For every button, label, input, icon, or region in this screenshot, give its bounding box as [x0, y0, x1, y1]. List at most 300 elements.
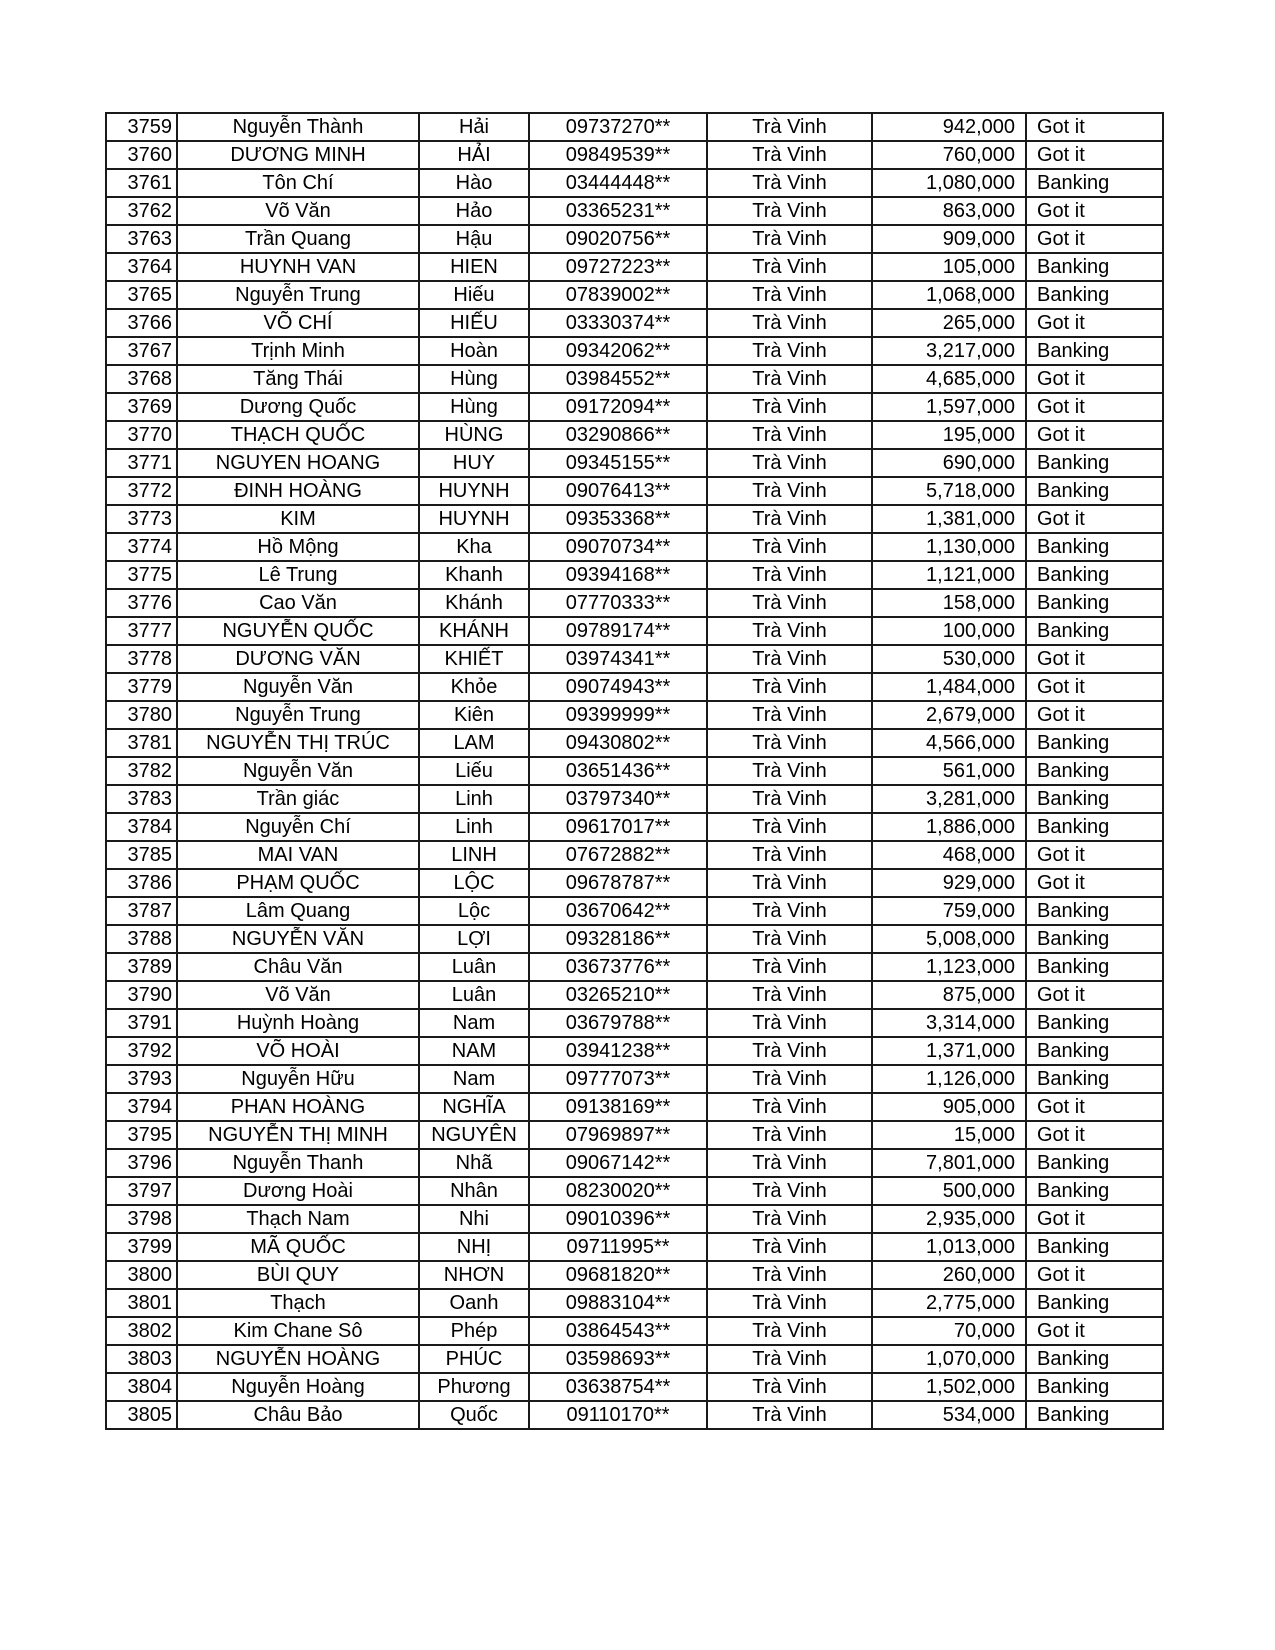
province-cell: Trà Vinh: [707, 253, 872, 281]
amount-cell: 863,000: [872, 197, 1026, 225]
phone-cell: 03651436**: [529, 757, 707, 785]
last-middle-name-cell: KIM: [177, 505, 419, 533]
province-cell: Trà Vinh: [707, 785, 872, 813]
payment-method-cell: Banking: [1026, 561, 1163, 589]
last-middle-name-cell: Nguyễn Trung: [177, 281, 419, 309]
amount-cell: 759,000: [872, 897, 1026, 925]
table-row: [106, 813, 1163, 841]
phone-cell: 09727223**: [529, 253, 707, 281]
first-name-cell: Nhã: [419, 1149, 529, 1177]
payment-method-cell: Banking: [1026, 169, 1163, 197]
province-cell: Trà Vinh: [707, 533, 872, 561]
phone-cell: 09777073**: [529, 1065, 707, 1093]
row-number-cell: 3779: [106, 673, 177, 701]
province-cell: Trà Vinh: [707, 1233, 872, 1261]
table-row: [106, 1093, 1163, 1121]
first-name-cell: Luân: [419, 981, 529, 1009]
province-cell: Trà Vinh: [707, 561, 872, 589]
table-row: [106, 785, 1163, 813]
amount-cell: 530,000: [872, 645, 1026, 673]
phone-cell: 03365231**: [529, 197, 707, 225]
phone-cell: 09138169**: [529, 1093, 707, 1121]
table-row: [106, 1373, 1163, 1401]
first-name-cell: Khánh: [419, 589, 529, 617]
last-middle-name-cell: Lâm Quang: [177, 897, 419, 925]
last-middle-name-cell: NGUYỄN THỊ TRÚC: [177, 729, 419, 757]
amount-cell: 70,000: [872, 1317, 1026, 1345]
province-cell: Trà Vinh: [707, 1373, 872, 1401]
payment-method-cell: Banking: [1026, 953, 1163, 981]
first-name-cell: Hoàn: [419, 337, 529, 365]
amount-cell: 260,000: [872, 1261, 1026, 1289]
table-row: [106, 113, 1163, 141]
row-number-cell: 3778: [106, 645, 177, 673]
phone-cell: 09353368**: [529, 505, 707, 533]
table-body: [106, 113, 1163, 1429]
last-middle-name-cell: Tôn Chí: [177, 169, 419, 197]
province-cell: Trà Vinh: [707, 337, 872, 365]
province-cell: Trà Vinh: [707, 1177, 872, 1205]
phone-cell: 09074943**: [529, 673, 707, 701]
table-row: [106, 561, 1163, 589]
amount-cell: 195,000: [872, 421, 1026, 449]
amount-cell: 100,000: [872, 617, 1026, 645]
province-cell: Trà Vinh: [707, 617, 872, 645]
province-cell: Trà Vinh: [707, 981, 872, 1009]
row-number-cell: 3801: [106, 1289, 177, 1317]
province-cell: Trà Vinh: [707, 281, 872, 309]
payment-method-cell: Banking: [1026, 1345, 1163, 1373]
payment-method-cell: Got it: [1026, 673, 1163, 701]
payment-method-cell: Banking: [1026, 533, 1163, 561]
amount-cell: 1,484,000: [872, 673, 1026, 701]
table-row: [106, 1289, 1163, 1317]
amount-cell: 1,123,000: [872, 953, 1026, 981]
province-cell: Trà Vinh: [707, 701, 872, 729]
last-middle-name-cell: ĐINH HOÀNG: [177, 477, 419, 505]
last-middle-name-cell: Thạch: [177, 1289, 419, 1317]
amount-cell: 15,000: [872, 1121, 1026, 1149]
phone-cell: 03265210**: [529, 981, 707, 1009]
payment-method-cell: Banking: [1026, 785, 1163, 813]
payment-method-cell: Got it: [1026, 505, 1163, 533]
first-name-cell: PHÚC: [419, 1345, 529, 1373]
amount-cell: 690,000: [872, 449, 1026, 477]
phone-cell: 09328186**: [529, 925, 707, 953]
province-cell: Trà Vinh: [707, 757, 872, 785]
province-cell: Trà Vinh: [707, 1009, 872, 1037]
row-number-cell: 3800: [106, 1261, 177, 1289]
first-name-cell: Nam: [419, 1009, 529, 1037]
first-name-cell: HIEN: [419, 253, 529, 281]
row-number-cell: 3775: [106, 561, 177, 589]
amount-cell: 760,000: [872, 141, 1026, 169]
table-row: [106, 1121, 1163, 1149]
province-cell: Trà Vinh: [707, 309, 872, 337]
first-name-cell: KHIẾT: [419, 645, 529, 673]
first-name-cell: HUYNH: [419, 477, 529, 505]
table-row: [106, 925, 1163, 953]
province-cell: Trà Vinh: [707, 729, 872, 757]
row-number-cell: 3803: [106, 1345, 177, 1373]
table-row: [106, 1177, 1163, 1205]
last-middle-name-cell: Tăng Thái: [177, 365, 419, 393]
province-cell: Trà Vinh: [707, 393, 872, 421]
row-number-cell: 3797: [106, 1177, 177, 1205]
table-row: [106, 1065, 1163, 1093]
table-row: [106, 729, 1163, 757]
phone-cell: 03673776**: [529, 953, 707, 981]
first-name-cell: HẢI: [419, 141, 529, 169]
table-row: [106, 253, 1163, 281]
row-number-cell: 3802: [106, 1317, 177, 1345]
payment-method-cell: Banking: [1026, 757, 1163, 785]
first-name-cell: Kha: [419, 533, 529, 561]
row-number-cell: 3768: [106, 365, 177, 393]
first-name-cell: HIẾU: [419, 309, 529, 337]
first-name-cell: Liếu: [419, 757, 529, 785]
province-cell: Trà Vinh: [707, 673, 872, 701]
first-name-cell: NGUYÊN: [419, 1121, 529, 1149]
amount-cell: 534,000: [872, 1401, 1026, 1429]
phone-cell: 07839002**: [529, 281, 707, 309]
amount-cell: 1,381,000: [872, 505, 1026, 533]
amount-cell: 1,597,000: [872, 393, 1026, 421]
row-number-cell: 3798: [106, 1205, 177, 1233]
payment-method-cell: Got it: [1026, 1093, 1163, 1121]
first-name-cell: Linh: [419, 813, 529, 841]
table-row: [106, 337, 1163, 365]
table-row: [106, 1009, 1163, 1037]
payment-method-cell: Banking: [1026, 589, 1163, 617]
table-row: [106, 757, 1163, 785]
table-row: [106, 1037, 1163, 1065]
amount-cell: 875,000: [872, 981, 1026, 1009]
table-row: [106, 645, 1163, 673]
row-number-cell: 3796: [106, 1149, 177, 1177]
phone-cell: 09737270**: [529, 113, 707, 141]
phone-cell: 09110170**: [529, 1401, 707, 1429]
province-cell: Trà Vinh: [707, 113, 872, 141]
row-number-cell: 3766: [106, 309, 177, 337]
phone-cell: 03598693**: [529, 1345, 707, 1373]
first-name-cell: Hùng: [419, 393, 529, 421]
province-cell: Trà Vinh: [707, 589, 872, 617]
row-number-cell: 3792: [106, 1037, 177, 1065]
province-cell: Trà Vinh: [707, 841, 872, 869]
phone-cell: 09345155**: [529, 449, 707, 477]
province-cell: Trà Vinh: [707, 1065, 872, 1093]
phone-cell: 03974341**: [529, 645, 707, 673]
last-middle-name-cell: Nguyễn Hoàng: [177, 1373, 419, 1401]
amount-cell: 905,000: [872, 1093, 1026, 1121]
first-name-cell: LỘC: [419, 869, 529, 897]
table-row: [106, 953, 1163, 981]
province-cell: Trà Vinh: [707, 1317, 872, 1345]
first-name-cell: Kiên: [419, 701, 529, 729]
row-number-cell: 3765: [106, 281, 177, 309]
amount-cell: 1,013,000: [872, 1233, 1026, 1261]
first-name-cell: Khanh: [419, 561, 529, 589]
last-middle-name-cell: Võ Văn: [177, 981, 419, 1009]
payment-method-cell: Banking: [1026, 477, 1163, 505]
province-cell: Trà Vinh: [707, 169, 872, 197]
amount-cell: 1,502,000: [872, 1373, 1026, 1401]
phone-cell: 09678787**: [529, 869, 707, 897]
amount-cell: 1,886,000: [872, 813, 1026, 841]
payment-method-cell: Banking: [1026, 1177, 1163, 1205]
amount-cell: 929,000: [872, 869, 1026, 897]
row-number-cell: 3771: [106, 449, 177, 477]
phone-cell: 09789174**: [529, 617, 707, 645]
last-middle-name-cell: Nguyễn Thành: [177, 113, 419, 141]
row-number-cell: 3785: [106, 841, 177, 869]
last-middle-name-cell: NGUYEN HOANG: [177, 449, 419, 477]
payment-method-cell: Banking: [1026, 925, 1163, 953]
phone-cell: 03330374**: [529, 309, 707, 337]
last-middle-name-cell: Cao Văn: [177, 589, 419, 617]
province-cell: Trà Vinh: [707, 1037, 872, 1065]
table-row: [106, 841, 1163, 869]
phone-cell: 09430802**: [529, 729, 707, 757]
phone-cell: 09399999**: [529, 701, 707, 729]
province-cell: Trà Vinh: [707, 1261, 872, 1289]
row-number-cell: 3776: [106, 589, 177, 617]
last-middle-name-cell: NGUYỄN HOÀNG: [177, 1345, 419, 1373]
table-row: [106, 421, 1163, 449]
recipient-table: [105, 112, 1164, 1430]
row-number-cell: 3804: [106, 1373, 177, 1401]
row-number-cell: 3788: [106, 925, 177, 953]
phone-cell: 03290866**: [529, 421, 707, 449]
first-name-cell: LINH: [419, 841, 529, 869]
amount-cell: 3,314,000: [872, 1009, 1026, 1037]
last-middle-name-cell: Huỳnh Hoàng: [177, 1009, 419, 1037]
phone-cell: 09010396**: [529, 1205, 707, 1233]
row-number-cell: 3774: [106, 533, 177, 561]
last-middle-name-cell: Châu Bảo: [177, 1401, 419, 1429]
row-number-cell: 3789: [106, 953, 177, 981]
row-number-cell: 3786: [106, 869, 177, 897]
amount-cell: 1,121,000: [872, 561, 1026, 589]
last-middle-name-cell: Dương Hoài: [177, 1177, 419, 1205]
table-row: [106, 393, 1163, 421]
phone-cell: 09070734**: [529, 533, 707, 561]
first-name-cell: HUY: [419, 449, 529, 477]
last-middle-name-cell: BÙI QUY: [177, 1261, 419, 1289]
province-cell: Trà Vinh: [707, 1093, 872, 1121]
payment-method-cell: Banking: [1026, 1289, 1163, 1317]
amount-cell: 158,000: [872, 589, 1026, 617]
last-middle-name-cell: NGUYỄN VĂN: [177, 925, 419, 953]
last-middle-name-cell: Hồ Mộng: [177, 533, 419, 561]
province-cell: Trà Vinh: [707, 897, 872, 925]
phone-cell: 09681820**: [529, 1261, 707, 1289]
table-row: [106, 897, 1163, 925]
first-name-cell: Hào: [419, 169, 529, 197]
last-middle-name-cell: PHẠM QUỐC: [177, 869, 419, 897]
province-cell: Trà Vinh: [707, 1205, 872, 1233]
payment-method-cell: Got it: [1026, 421, 1163, 449]
amount-cell: 1,130,000: [872, 533, 1026, 561]
amount-cell: 468,000: [872, 841, 1026, 869]
phone-cell: 03984552**: [529, 365, 707, 393]
payment-method-cell: Banking: [1026, 449, 1163, 477]
phone-cell: 03444448**: [529, 169, 707, 197]
table-row: [106, 1345, 1163, 1373]
row-number-cell: 3782: [106, 757, 177, 785]
province-cell: Trà Vinh: [707, 1121, 872, 1149]
payment-method-cell: Banking: [1026, 813, 1163, 841]
phone-cell: 09067142**: [529, 1149, 707, 1177]
phone-cell: 03638754**: [529, 1373, 707, 1401]
last-middle-name-cell: Nguyễn Văn: [177, 757, 419, 785]
table-row: [106, 141, 1163, 169]
row-number-cell: 3794: [106, 1093, 177, 1121]
province-cell: Trà Vinh: [707, 197, 872, 225]
payment-method-cell: Got it: [1026, 1261, 1163, 1289]
row-number-cell: 3790: [106, 981, 177, 1009]
table-row: [106, 533, 1163, 561]
table-row: [106, 1401, 1163, 1429]
row-number-cell: 3791: [106, 1009, 177, 1037]
last-middle-name-cell: HUYNH VAN: [177, 253, 419, 281]
province-cell: Trà Vinh: [707, 421, 872, 449]
amount-cell: 1,126,000: [872, 1065, 1026, 1093]
first-name-cell: Lộc: [419, 897, 529, 925]
phone-cell: 09076413**: [529, 477, 707, 505]
payment-method-cell: Got it: [1026, 197, 1163, 225]
first-name-cell: Hảo: [419, 197, 529, 225]
table-row: [106, 477, 1163, 505]
province-cell: Trà Vinh: [707, 925, 872, 953]
amount-cell: 1,070,000: [872, 1345, 1026, 1373]
province-cell: Trà Vinh: [707, 225, 872, 253]
row-number-cell: 3780: [106, 701, 177, 729]
phone-cell: 03864543**: [529, 1317, 707, 1345]
last-middle-name-cell: PHAN HOÀNG: [177, 1093, 419, 1121]
amount-cell: 1,371,000: [872, 1037, 1026, 1065]
table-row: [106, 981, 1163, 1009]
table-row: [106, 1149, 1163, 1177]
payment-method-cell: Banking: [1026, 1373, 1163, 1401]
payment-method-cell: Banking: [1026, 617, 1163, 645]
last-middle-name-cell: DƯƠNG VĂN: [177, 645, 419, 673]
table-row: [106, 1261, 1163, 1289]
last-middle-name-cell: Kim Chane Sô: [177, 1317, 419, 1345]
payment-method-cell: Banking: [1026, 1037, 1163, 1065]
last-middle-name-cell: MAI VAN: [177, 841, 419, 869]
phone-cell: 03797340**: [529, 785, 707, 813]
phone-cell: 09849539**: [529, 141, 707, 169]
row-number-cell: 3759: [106, 113, 177, 141]
payment-method-cell: Got it: [1026, 141, 1163, 169]
first-name-cell: LAM: [419, 729, 529, 757]
amount-cell: 2,935,000: [872, 1205, 1026, 1233]
payment-method-cell: Banking: [1026, 1009, 1163, 1037]
row-number-cell: 3777: [106, 617, 177, 645]
table-row: [106, 1233, 1163, 1261]
province-cell: Trà Vinh: [707, 449, 872, 477]
last-middle-name-cell: NGUYỄN THỊ MINH: [177, 1121, 419, 1149]
first-name-cell: Linh: [419, 785, 529, 813]
province-cell: Trà Vinh: [707, 505, 872, 533]
phone-cell: 03941238**: [529, 1037, 707, 1065]
province-cell: Trà Vinh: [707, 869, 872, 897]
province-cell: Trà Vinh: [707, 813, 872, 841]
row-number-cell: 3773: [106, 505, 177, 533]
last-middle-name-cell: MÃ QUỐC: [177, 1233, 419, 1261]
phone-cell: 09342062**: [529, 337, 707, 365]
last-middle-name-cell: Lê Trung: [177, 561, 419, 589]
payment-method-cell: Banking: [1026, 1065, 1163, 1093]
amount-cell: 2,775,000: [872, 1289, 1026, 1317]
last-middle-name-cell: Nguyễn Hữu: [177, 1065, 419, 1093]
amount-cell: 5,008,000: [872, 925, 1026, 953]
payment-method-cell: Banking: [1026, 1149, 1163, 1177]
amount-cell: 2,679,000: [872, 701, 1026, 729]
first-name-cell: Hiếu: [419, 281, 529, 309]
province-cell: Trà Vinh: [707, 365, 872, 393]
row-number-cell: 3793: [106, 1065, 177, 1093]
table-row: [106, 617, 1163, 645]
phone-cell: 09883104**: [529, 1289, 707, 1317]
first-name-cell: Khỏe: [419, 673, 529, 701]
phone-cell: 09020756**: [529, 225, 707, 253]
table-row: [106, 701, 1163, 729]
first-name-cell: Oanh: [419, 1289, 529, 1317]
last-middle-name-cell: Trịnh Minh: [177, 337, 419, 365]
table-row: [106, 169, 1163, 197]
first-name-cell: Quốc: [419, 1401, 529, 1429]
first-name-cell: LỢI: [419, 925, 529, 953]
payment-method-cell: Got it: [1026, 1121, 1163, 1149]
phone-cell: 08230020**: [529, 1177, 707, 1205]
last-middle-name-cell: Dương Quốc: [177, 393, 419, 421]
payment-method-cell: Got it: [1026, 365, 1163, 393]
payment-method-cell: Banking: [1026, 337, 1163, 365]
phone-cell: 03679788**: [529, 1009, 707, 1037]
table-row: [106, 281, 1163, 309]
first-name-cell: HUYNH: [419, 505, 529, 533]
table-row: [106, 589, 1163, 617]
first-name-cell: NGHĨA: [419, 1093, 529, 1121]
first-name-cell: NHƠN: [419, 1261, 529, 1289]
province-cell: Trà Vinh: [707, 1289, 872, 1317]
amount-cell: 5,718,000: [872, 477, 1026, 505]
last-middle-name-cell: Nguyễn Thanh: [177, 1149, 419, 1177]
table-row: [106, 365, 1163, 393]
payment-method-cell: Got it: [1026, 225, 1163, 253]
row-number-cell: 3795: [106, 1121, 177, 1149]
first-name-cell: NAM: [419, 1037, 529, 1065]
province-cell: Trà Vinh: [707, 1149, 872, 1177]
last-middle-name-cell: NGUYỄN QUỐC: [177, 617, 419, 645]
row-number-cell: 3764: [106, 253, 177, 281]
amount-cell: 7,801,000: [872, 1149, 1026, 1177]
row-number-cell: 3761: [106, 169, 177, 197]
last-middle-name-cell: Nguyễn Chí: [177, 813, 419, 841]
first-name-cell: Luân: [419, 953, 529, 981]
last-middle-name-cell: DƯƠNG MINH: [177, 141, 419, 169]
payment-method-cell: Got it: [1026, 645, 1163, 673]
first-name-cell: NHỊ: [419, 1233, 529, 1261]
payment-method-cell: Got it: [1026, 869, 1163, 897]
amount-cell: 1,068,000: [872, 281, 1026, 309]
province-cell: Trà Vinh: [707, 141, 872, 169]
province-cell: Trà Vinh: [707, 477, 872, 505]
last-middle-name-cell: VÕ CHÍ: [177, 309, 419, 337]
